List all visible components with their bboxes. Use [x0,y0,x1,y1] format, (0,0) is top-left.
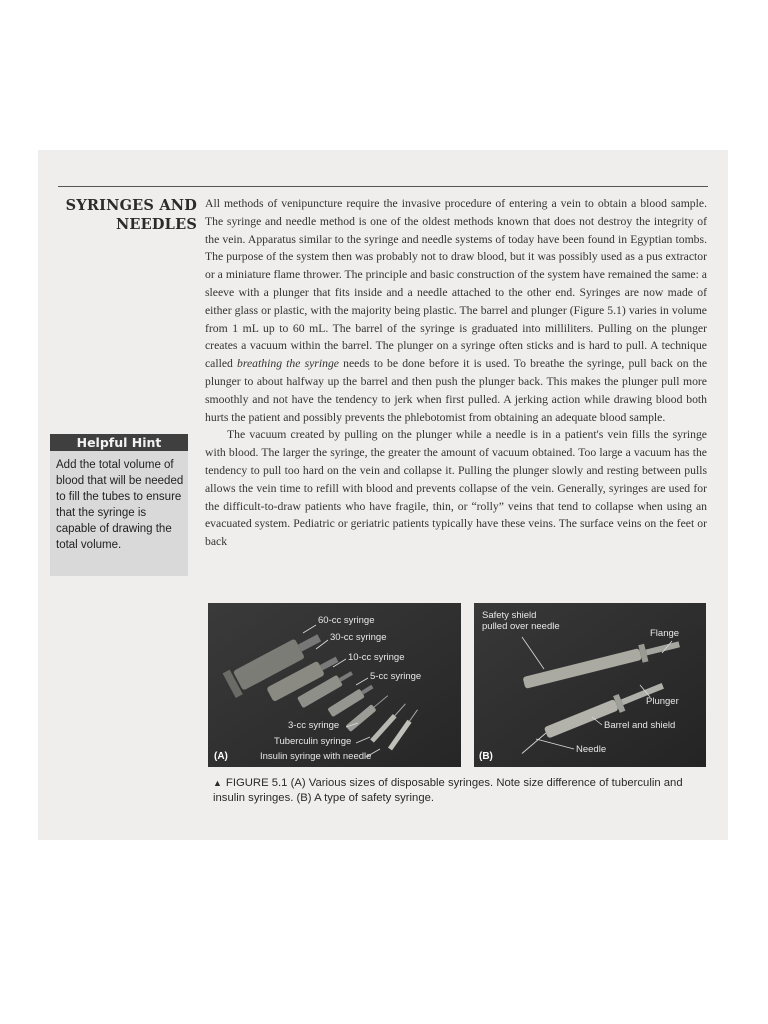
caption-text: FIGURE 5.1 (A) Various sizes of disposable syringes. Note size difference of tuberculin and insulin syringes. (B) A type of safety syringe. [213,777,683,804]
label-10cc-syringe: 10-cc syringe [348,652,405,663]
label-30cc-syringe: 30-cc syringe [330,632,387,643]
helpful-hint-title: Helpful Hint [50,434,188,451]
figure-b-photo [474,603,706,767]
paragraph-1-part-a: All methods of venipuncture require the invasive procedure of entering a vein to obtain a blood sample. The syringe and needle method is one of the oldest methods known that does not destroy the integrity of the vein. Apparatus similar to the syringe and needle systems of today have been found in Egyptian tombs. The purpose of the system then was probably not to draw blood, but it was possibly used as a pus extractor or a miniature flame thrower. The principle and basic construction of the system have remained the same: a sleeve with a plunger that fits inside and a needle attached to the other end. Syringes are now made of either glass or plastic, with the majority being plastic. The barrel and plunger (Figure 5.1) varies in volume from 1 mL up to 60 mL. The barrel of the syringe is graduated into milliliters. Pulling on the plunger creates a vacuum within the barrel. The plunger on a syringe often sticks and is hard to pull. A technique called [205,197,707,371]
label-barrel-and-shield: Barrel and shield [604,720,676,731]
section-heading [52,196,197,234]
top-rule [58,186,708,187]
paragraph-1-italic-term: breathing the syringe [237,357,339,371]
label-flange: Flange [650,628,680,639]
label-5cc-syringe: 5-cc syringe [370,671,422,682]
figure-a-tag: (A) [214,751,228,762]
label-safety-shield-line-1: Safety shield [482,610,537,621]
helpful-hint-box [50,434,188,576]
body-text [205,195,707,551]
label-insulin-syringe: Insulin syringe with needle [260,751,372,762]
paragraph-1-part-b: needs to be done before it is used. To breathe the syringe, pull back on the plunger to about halfway up the barrel and then push the plunger back. This makes the plunger pull more smoothly and not have the tendency to jerk when first pulled. A jerking action while drawing blood both hurts the patient and possibly prevents the phlebotomist from obtaining an adequate blood sample. [205,357,708,424]
figure-caption [213,776,708,806]
label-plunger: Plunger [646,696,679,707]
figure-b-tag: (B) [479,751,493,762]
label-needle: Needle [576,744,607,755]
caption-marker: ▲ [213,778,222,788]
label-3cc-syringe: 3-cc syringe [288,720,340,731]
label-tuberculin-syringe: Tuberculin syringe [274,736,352,747]
label-safety-shield-line-2: pulled over needle [482,621,560,632]
paragraph-1 [205,195,707,426]
heading-line-2: NEEDLES [115,216,197,233]
figure-a-photo [208,603,461,767]
paragraph-2: The vacuum created by pulling on the plunger while a needle is in a patient's vein fills the syringe with blood. The larger the syringe, the greater the amount of vacuum obtained. Too large a vacuum has the tendency to pull too hard on the vein and collapse it. Pulling the plunger slowly and resting between pulls allows the vein time to refill with blood and prevents collapse of the vein. Generally, syringes are used for the difficult-to-draw patients who have fragile, thin, or “rolly” veins that tend to collapse when using an evacuated system. Pediatric or geriatric patients typically have these veins. The surface veins on the feet or back [205,428,707,549]
heading-line-1: SYRINGES AND [65,197,197,214]
helpful-hint-text: Add the total volume of blood that will be needed to fill the tubes to ensure that the syringe is capable of drawing the total volume. [56,459,184,551]
label-60cc-syringe: 60-cc syringe [318,615,375,626]
